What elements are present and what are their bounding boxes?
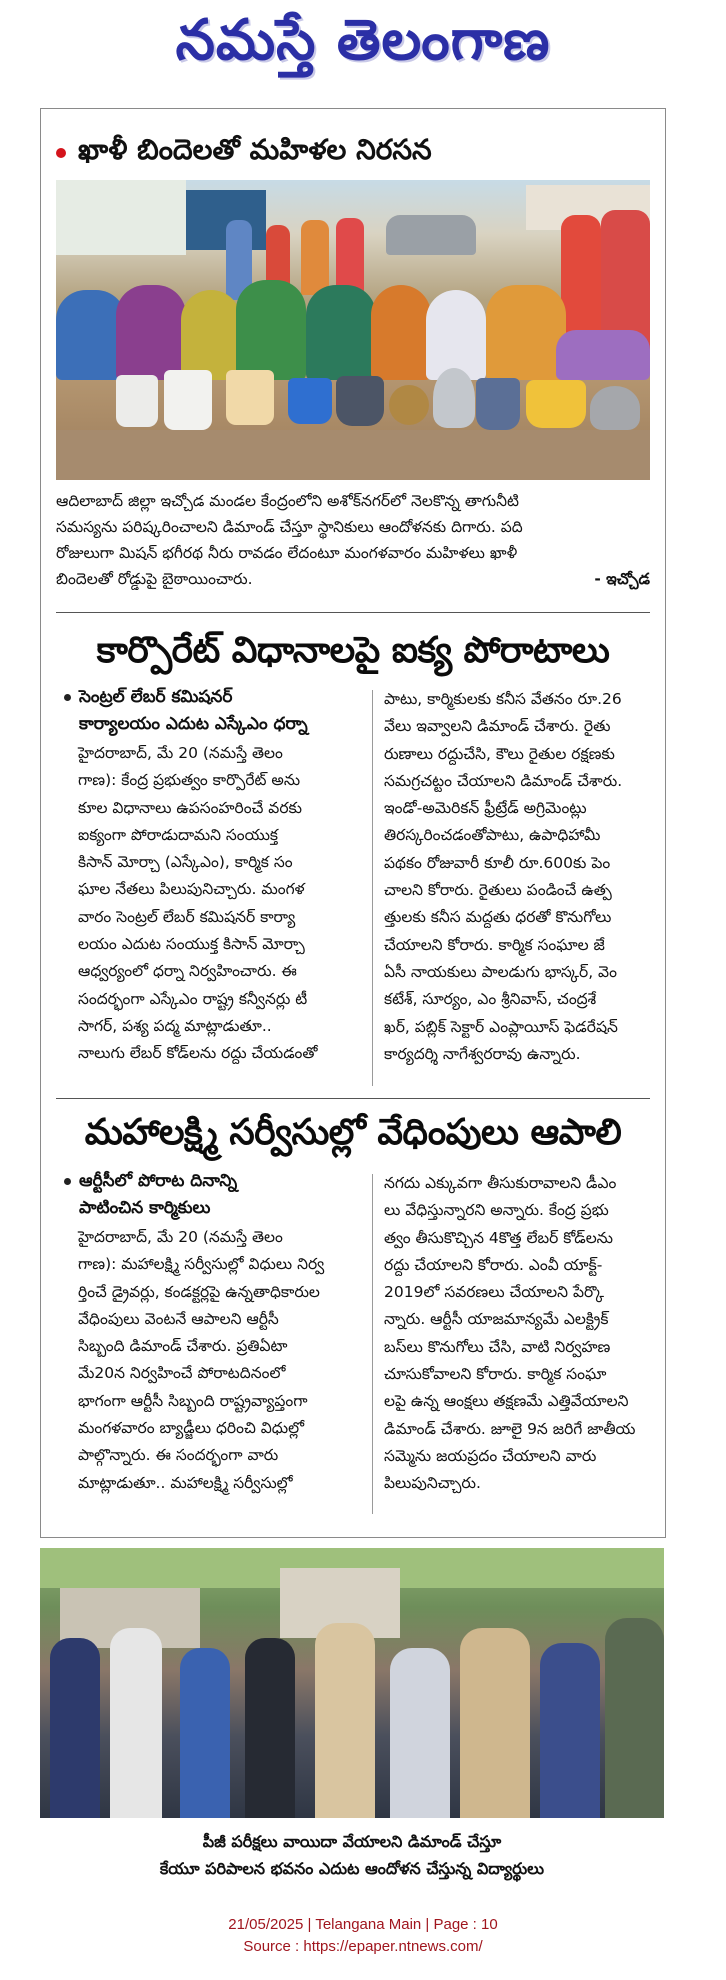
masthead bbox=[0, 0, 726, 90]
text-line: నగదు ఎక్కువగా తీసుకురావాలని డీఎం bbox=[384, 1174, 617, 1192]
text-line: కిసాన్ మోర్చా (ఎస్కేఎం), కార్మిక సం bbox=[78, 853, 293, 872]
text-line: మే20న నిర్వహించే పోరాటదినంలో bbox=[78, 1364, 286, 1383]
caption-line: పీజీ పరీక్షలు వాయిదా వేయాలని డిమాండ్ చేస్తూ bbox=[202, 1832, 502, 1851]
text-line: సమగ్రచట్టం చేయాలని డిమాండ్ చేశారు. bbox=[384, 771, 623, 790]
text-line: పాల్గొన్నారు. ఈ సందర్భంగా వారు bbox=[78, 1446, 279, 1465]
text-line: ర్తించే డ్రైవర్లు, కండక్టర్లపై ఉన్నతాధికారుల bbox=[78, 1282, 320, 1301]
text-line: ఘాల నేతలు పిలుపునిచ్చారు. మంగళ bbox=[78, 880, 305, 899]
column-rule bbox=[372, 690, 373, 1086]
text-line: త్వం తీసుకొచ్చిన 4కొత్త లేబర్ కోడ్‌లను bbox=[384, 1228, 613, 1247]
bullet-icon bbox=[64, 694, 71, 701]
text-line: గాణ): కేంద్ర ప్రభుత్వం కార్పొరేట్ అను bbox=[78, 771, 301, 790]
source-link[interactable]: Source : https://epaper.ntnews.com/ bbox=[243, 1938, 483, 1955]
text-line: వేలు ఇవ్వాలని డిమాండ్ చేశారు. రైతు bbox=[384, 717, 611, 736]
text-line: కటేశ్, సూర్యం, ఎం శ్రీనివాస్, చంద్రశే bbox=[384, 990, 597, 1009]
photo-credit: - ఇచ్చోడ bbox=[594, 570, 650, 588]
text-line: తిరస్కరించడంతోపాటు, ఉపాధిహామీ bbox=[384, 826, 601, 845]
text-line: ఏసీ నాయకులు పాలడుగు భాస్కర్, వెం bbox=[384, 962, 617, 981]
text-line: రుణాలు రద్దుచేసి, కౌలు రైతుల రక్షణకు bbox=[384, 744, 615, 763]
text-line: నాలుగు లేబర్ కోడ్‌లను రద్దు చేయడంతో bbox=[78, 1044, 318, 1063]
text-line: సమ్మెను జయప్రదం చేయాలని వారు bbox=[384, 1446, 597, 1465]
text-line: పిలుపునిచ్చారు. bbox=[384, 1474, 481, 1493]
text-line: కార్యదర్శి నాగేశ్వరరావు ఉన్నారు. bbox=[384, 1044, 581, 1063]
page-footer bbox=[0, 1914, 726, 1958]
text-line: గాణ): మహాలక్ష్మి సర్వీసుల్లో విధులు నిర్వ bbox=[78, 1255, 325, 1274]
text-line: వేధింపులు వెంటనే ఆపాలని ఆర్టీసీ bbox=[78, 1309, 279, 1328]
text-line: న్నారు. ఆర్టీసీ యాజమాన్యమే ఎలక్ట్రిక్ bbox=[384, 1310, 609, 1329]
story1-headline: ఖాళీ బిందెలతో మహిళల నిరసన bbox=[78, 133, 432, 166]
text-line: కూల విధానాలు ఉపసంహరించే వరకు bbox=[78, 798, 302, 817]
column-rule bbox=[372, 1174, 373, 1514]
story3-headline: మహాలక్ష్మి సర్వీసుల్లో వేధింపులు ఆపాలి bbox=[84, 1112, 622, 1153]
story3-column-2 bbox=[384, 1170, 652, 1498]
story1-header bbox=[56, 130, 656, 176]
text-line: డిమాండ్ చేశారు. జూలై 9న జరిగే జాతీయ bbox=[384, 1419, 636, 1438]
text-line: త్తులకు కనీస మద్దతు ధరతో కొనుగోలు bbox=[384, 908, 612, 927]
text-line: మాట్లాడుతూ.. మహాలక్ష్మి సర్వీసుల్లో bbox=[78, 1473, 293, 1492]
edition-info: 21/05/2025 | Telangana Main | Page : 10 bbox=[228, 1916, 498, 1933]
text-line: రద్దు చేయాలని కోరారు. ఎంవీ యాక్ట్- bbox=[384, 1255, 603, 1274]
subhead-line: కార్యాలయం ఎదుట ఎస్కేఎం ధర్నా bbox=[79, 714, 308, 734]
text-line: ఖర్, పబ్లిక్ సెక్టార్ ఎంప్లాయీస్ ఫెడరేషన్ bbox=[384, 1017, 618, 1036]
text-line: 2019లో సవరణలు చేయాలని పేర్కొ bbox=[384, 1283, 604, 1302]
text-line: చూసుకోవాలని కోరారు. కార్మిక సంఘా bbox=[384, 1365, 607, 1384]
red-bullet-icon bbox=[56, 148, 66, 158]
text-line: లయం ఎదుట సంయుక్త కిసాన్ మోర్చా bbox=[78, 935, 305, 954]
text-line: లు వేధిస్తున్నారని అన్నారు. కేంద్ర ప్రభు bbox=[384, 1201, 609, 1220]
text-line: పాటు, కార్మికులకు కనీస వేతనం రూ.26 bbox=[384, 690, 622, 708]
caption-line: సమస్యను పరిష్కరించాలని డిమాండ్ చేస్తూ స్థానికులు ఆందోళనకు దిగారు. పది bbox=[56, 518, 523, 536]
text-line: సందర్భంగా ఎస్కేఎం రాష్ట్ర కన్వీనర్లు టీ bbox=[78, 989, 308, 1008]
caption-line: కేయూ పరిపాలన భవనం ఎదుట ఆందోళన చేస్తున్న విద్యార్థులు bbox=[159, 1859, 545, 1878]
story4-caption bbox=[40, 1828, 664, 1882]
story2-column-2 bbox=[384, 686, 652, 1068]
subhead-line: సెంట్రల్ లేబర్ కమిషనర్ bbox=[79, 687, 233, 707]
text-line: బస్‌లు కొనుగోలు చేసి, వాటి నిర్వహణ bbox=[384, 1337, 611, 1356]
text-line: హైదరాబాద్, మే 20 (నమస్తే తెలం bbox=[78, 1228, 283, 1246]
text-line: సిబ్బంది డిమాండ్ చేశారు. ప్రతిఏటా bbox=[78, 1337, 288, 1356]
text-line: హైదరాబాద్, మే 20 (నమస్తే తెలం bbox=[78, 744, 283, 762]
text-line: ఇండో-అమెరికన్ ఫ్రీట్రేడ్ అగ్రిమెంట్లు bbox=[384, 799, 587, 818]
story3-subhead bbox=[64, 1168, 364, 1222]
text-line: ఐక్యంగా పోరాడుదామని సంయుక్త bbox=[78, 825, 279, 844]
section-divider bbox=[56, 1098, 650, 1099]
story1-caption bbox=[56, 488, 650, 592]
story2-headline: కార్పొరేట్ విధానాలపై ఐక్య పోరాటాలు bbox=[96, 630, 610, 671]
text-line: సాగర్, పశ్య పద్మ మాట్లాడుతూ.. bbox=[78, 1016, 272, 1035]
subhead-line: పాటించిన కార్మికులు bbox=[79, 1198, 211, 1218]
newspaper-title: నమస్తే తెలంగాణ bbox=[175, 8, 551, 73]
subhead-line: ఆర్టీసీలో పోరాట దినాన్ని bbox=[79, 1171, 238, 1191]
text-line: పథకం రోజువారీ కూలీ రూ.600కు పెం bbox=[384, 853, 611, 872]
text-line: వారం సెంట్రల్ లేబర్ కమిషనర్ కార్యా bbox=[78, 907, 296, 926]
text-line: భాగంగా ఆర్టీసీ సిబ్బంది రాష్ట్రవ్యాప్తంగా bbox=[78, 1391, 308, 1410]
text-line: చేయాలని కోరారు. కార్మిక సంఘాల జే bbox=[384, 935, 605, 954]
story2-column-1 bbox=[78, 740, 368, 1068]
story4-photo bbox=[40, 1548, 664, 1818]
text-line: ఆధ్వర్యంలో ధర్నా నిర్వహించారు. ఈ bbox=[78, 962, 297, 981]
text-line: చాలని కోరారు. రైతులు పండించే ఉత్ప bbox=[384, 881, 612, 900]
caption-line: ఆదిలాబాద్ జిల్లా ఇచ్చోడ మండల కేంద్రంలోని అశోక్‌నగర్‌లో నెలకొన్న తాగునీటి bbox=[56, 492, 520, 510]
caption-line: రోజులుగా మిషన్ భగీరథ నీరు రావడం లేదంటూ మంగళవారం మహిళలు ఖాళీ bbox=[56, 544, 518, 562]
section-divider bbox=[56, 612, 650, 613]
story2-subhead bbox=[64, 684, 364, 738]
text-line: మంగళవారం బ్యాడ్జీలు ధరించి విధుల్లో bbox=[78, 1419, 305, 1438]
story1-photo bbox=[56, 180, 650, 480]
bullet-icon bbox=[64, 1178, 71, 1185]
story3-column-1 bbox=[78, 1224, 368, 1497]
text-line: లపై ఉన్న ఆంక్షలు తక్షణమే ఎత్తివేయాలని bbox=[384, 1392, 629, 1411]
caption-line: బిందెలతో రోడ్డుపై బైఠాయించారు. bbox=[56, 570, 253, 588]
